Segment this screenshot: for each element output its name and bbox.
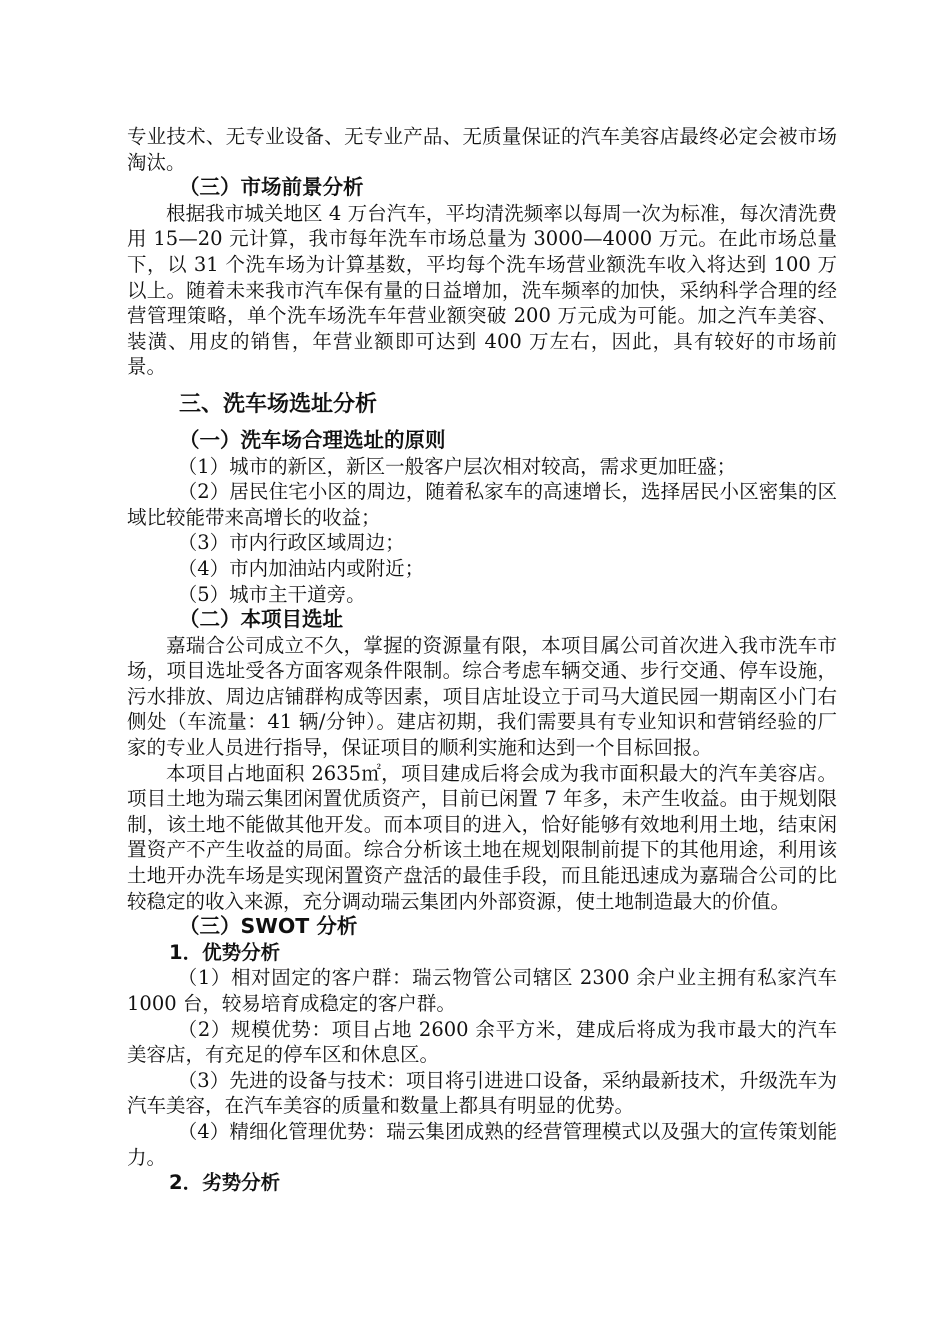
subheading-strengths: 1．优势分析	[169, 940, 281, 964]
paragraph-continued: 专业技术、无专业设备、无专业产品、无质量保证的汽车美容店最终必定会被市场淘汰。	[127, 125, 837, 174]
paragraph-market-outlook: 根据我市城关地区 4 万台汽车，平均清洗频率以每周一次为标准，每次清洗费用 15—20 元计算，我市每年洗车市场总量为 3000—4000 万元。在此市场总量下，以 31 个洗车场为计算基数，平均每个洗车场营业额洗车收入将达到 100 万以上。随着未来我市汽车保有量的日益增加，洗车频率的加快，采纳科学合理的经营管理策略，单个洗车场洗车年营业额突破 200 万元成为可能。加之汽车美容、装潢、用皮的销售，年营业额即可达到 400 万左右，因此，具有较好的市场前景。	[127, 201, 837, 379]
subheading-weaknesses: 2．劣势分析	[169, 1171, 281, 1195]
paragraph-project-site: 嘉瑞合公司成立不久，掌握的资源量有限，本项目属公司首次进入我市洗车市场，项目选址受各方面客观条件限制。综合考虑车辆交通、步行交通、停车设施，污水排放、周边店铺群构成等因素，项目店址设立于司马大道民园一期南区小门右侧处（车流量：41 辆/分钟）。建店初期，我们需要具有专业知识和营销经验的厂家的专业人员进行指导，保证项目的顺利实施和达到一个目标回报。	[127, 633, 837, 760]
list-item: （4）精细化管理优势：瑞云集团成熟的经营管理模式以及强大的宣传策划能力。	[127, 1119, 837, 1169]
list-item: （3）市内行政区域周边；	[177, 531, 405, 555]
list-item: （4）市内加油站内或附近；	[177, 556, 425, 580]
section-heading-swot: （三）SWOT 分析	[179, 914, 358, 939]
list-item: （3）先进的设备与技术：项目将引进进口设备，采纳最新技术，升级洗车为汽车美容，在汽车美容的质量和数量上都具有明显的优势。	[127, 1068, 837, 1118]
chapter-heading-site-selection: 三、洗车场选址分析	[179, 391, 378, 417]
list-item: （1）城市的新区，新区一般客户层次相对较高，需求更加旺盛；	[177, 454, 737, 478]
document-body	[127, 124, 837, 1196]
list-item: （2）规模优势：项目占地 2600 余平方米，建成后将成为我市最大的汽车美容店，有充足的停车区和休息区。	[127, 1017, 837, 1067]
section-heading-site-principles: （一）洗车场合理选址的原则	[179, 427, 446, 452]
section-heading-project-site: （二）本项目选址	[179, 607, 343, 632]
list-item: （2）居民住宅小区的周边，随着私家车的高速增长，选择居民小区密集的区域比较能带来高增长的收益；	[127, 480, 837, 529]
list-item: （5）城市主干道旁。	[177, 582, 366, 606]
section-heading-market-outlook: （三）市场前景分析	[179, 175, 364, 200]
paragraph-land-area: 本项目占地面积 2635㎡，项目建成后将会成为我市面积最大的汽车美容店。项目土地为瑞云集团闲置优质资产，目前已闲置 7 年多，未产生收益。由于规划限制，该土地不能做其他开发。而本项目的进入，恰好能够有效地利用土地，结束闲置资产不产生收益的局面。综合分析该土地在规划限制前提下的其他用途，利用该土地开办洗车场是实现闲置资产盘活的最佳手段，而且能迅速成为嘉瑞合公司的比较稳定的收入来源，充分调动瑞云集团内外部资源，使土地制造最大的价值。	[127, 761, 837, 913]
list-item: （1）相对固定的客户群：瑞云物管公司辖区 2300 余户业主拥有私家汽车 1000 台，较易培育成稳定的客户群。	[127, 966, 837, 1015]
